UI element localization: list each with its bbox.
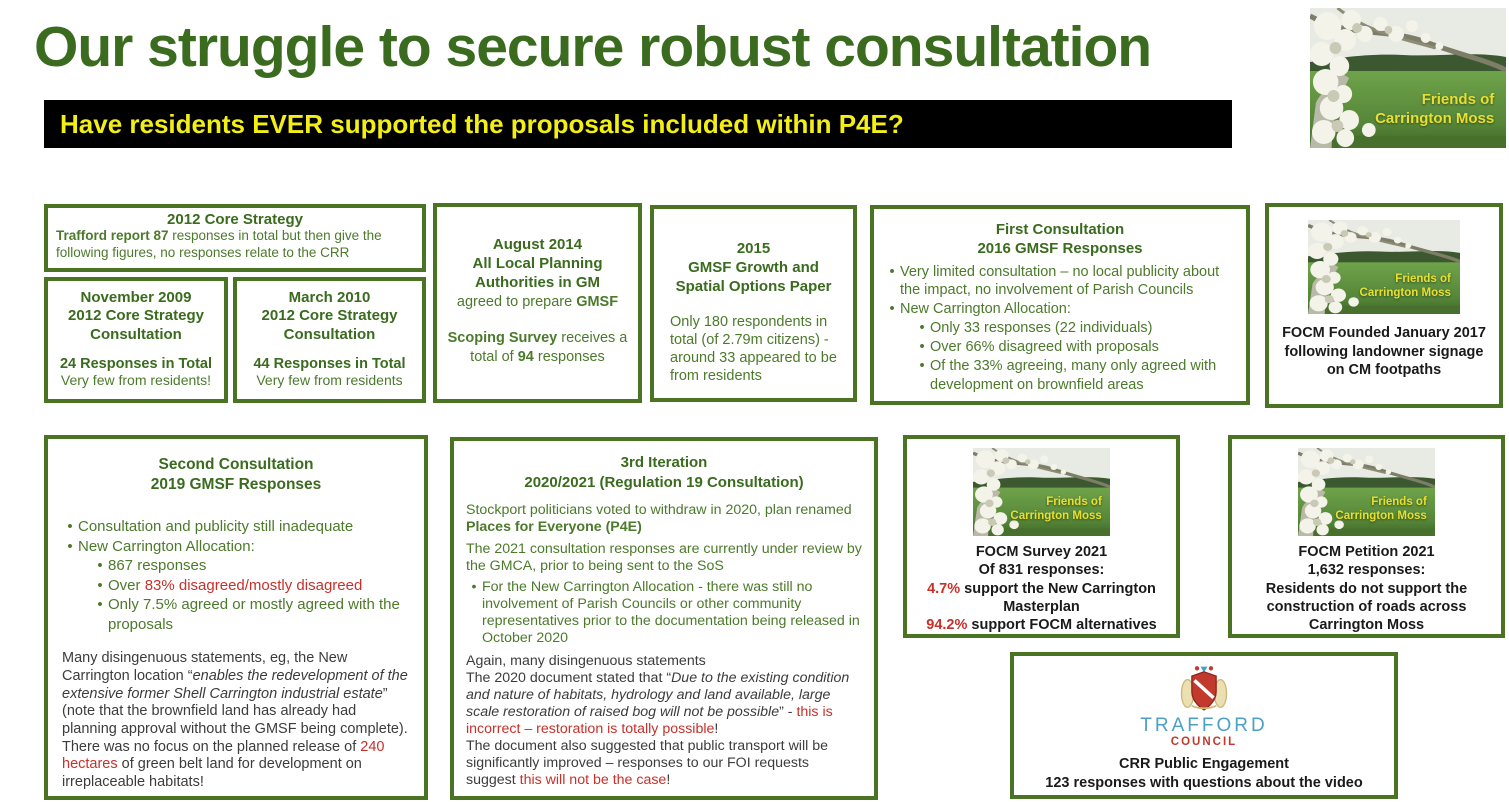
timeline-box-focm-survey-2021 <box>903 435 1180 638</box>
timeline-box-second-consultation-2019: Second Consultation 2019 GMSF Responses • Consultation and publicity still inadequate • New Carrington Allocation: • 867 responses • Over 83% disagreed/mostly disagreed • Only 7.5% agreed or mostly agreed with the proposals Many disingenuous statements, eg, the New Carrington location “enables the redevelopment of the extensive former Shell Carrington industrial estate” (note that the brownfield land has already had planning approval without the GMSF being complete). There was no focus on the planned release of 240 hectares of green belt land for development on irreplaceable habitats! <box>44 435 428 800</box>
box-body: Only 180 respondents in total (of 2.79m citizens) - around 33 appeared to be from residents <box>670 313 837 385</box>
paragraph: The 2020 document stated that “Due to the existing condition and nature of habitats, hydrology and land available, large scale restoration of raised bog will not be possible” - this is incorrect – restoration is totally possible! <box>466 670 850 738</box>
list-item: • 867 responses <box>97 557 207 575</box>
paragraph: Stockport politicians voted to withdraw in 2020, plan renamed Places for Everyone (P4E) <box>466 502 852 536</box>
responses-note: Very few from residents <box>256 371 403 388</box>
focm-photo: Friends of Carrington Moss <box>973 448 1110 536</box>
responses-stat: 44 Responses in Total <box>253 355 406 372</box>
responses-note: Very few from residents! <box>60 371 212 388</box>
box-body: CRR Public Engagement 123 responses with questions about the video <box>1045 755 1363 791</box>
timeline-box-august-2014: August 2014 All Local Planning Authorities in GM agreed to prepare GMSF Scoping Survey receives a total of 94 responses <box>433 203 642 403</box>
list-item: • Only 33 responses (22 individuals) <box>919 320 1153 337</box>
focm-logo-photo <box>1310 8 1506 148</box>
list-item: • New Carrington Allocation: <box>67 537 255 555</box>
box-body-dark <box>466 653 862 789</box>
list-item: • Over 66% disagreed with proposals <box>919 338 1159 355</box>
box-title: 2012 Core Strategy <box>167 211 303 228</box>
timeline-box-2015-gmsf-options: 2015 GMSF Growth and Spatial Options Paper Only 180 respondents in total (of 2.79m citizens) - around 33 appeared to be from residents <box>650 205 857 402</box>
trafford-council-wordmark: COUNCIL <box>1170 735 1238 748</box>
timeline-box-first-consultation-2016: First Consultation 2016 GMSF Responses • Very limited consultation – no local publicity about the impact, no involvement of Parish Councils • New Carrington Allocation: • Only 33 responses (22 individuals) • Over 66% disagreed with proposals • Of the 33% agreeing, many only agreed with development on brownfield areas <box>870 205 1250 405</box>
focm-logo-label: Friends of Carrington Moss <box>1375 90 1495 127</box>
page-title: Our struggle to secure robust consultation <box>34 15 1152 79</box>
focm-photo: Friends of Carrington Moss <box>1308 220 1460 314</box>
list-item: • Consultation and publicity still inadequate <box>67 518 354 536</box>
list-item: • Of the 33% agreeing, many only agreed with development on brownfield areas <box>919 357 1217 393</box>
timeline-box-third-iteration-2020-2021: 3rd Iteration 2020/2021 (Regulation 19 Consultation) Stockport politicians voted to withdraw in 2020, plan renamed Places for Everyone (P4E) The 2021 consultation responses are currently under review by the GMCA, prior to being sent to the SoS • For the New Carrington Allocation - there was still no involvement of Parish Councils or other community representatives prior to the documentation being released in October 2020 Again, many disingenuous statements The 2020 document stated that “Due to the existing condition and nature of habitats, hydrology and land available, large scale restoration of raised bog will not be possible” - this is incorrect – restoration is totally possible! The document also suggested that public transport will be significantly improved – responses to our FOI requests suggest this will not be the case! <box>450 437 878 800</box>
box-body-green <box>466 502 862 647</box>
question-banner: Have residents EVER supported the proposals included within P4E? <box>44 100 1232 148</box>
trafford-crest-icon <box>1175 664 1233 716</box>
timeline-box-march-2010: March 2010 2012 Core Strategy Consultation 44 Responses in Total Very few from residents <box>233 277 426 403</box>
box-body: FOCM Petition 2021 1,632 responses: Residents do not support the construction of roads across Carrington Moss <box>1265 544 1468 634</box>
timeline-box-2012-core-strategy <box>44 204 426 272</box>
list-item: • For the New Carrington Allocation - there was still no involvement of Parish Councils or other community representatives prior to the documentation being released in October 2020 <box>471 579 860 647</box>
paragraph: Again, many disingenuous statements <box>466 653 706 670</box>
bullet-list <box>62 517 410 634</box>
timeline-box-focm-founded-2017 <box>1265 203 1503 408</box>
responses-stat: 24 Responses in Total <box>59 355 213 372</box>
box-body: FOCM Founded January 2017 following landowner signage on CM footpaths <box>1282 325 1486 379</box>
timeline-box-focm-petition-2021 <box>1228 435 1505 638</box>
list-item: • Over 83% disagreed/mostly disagreed <box>97 576 363 594</box>
box-body: FOCM Survey 2021 Of 831 responses: 4.7% support the New Carrington Masterplan 94.2% support FOCM alternatives <box>926 544 1157 634</box>
box-body: Scoping Survey receives a total of 94 responses <box>447 330 628 365</box>
box-body: Trafford report 87 responses in total but then give the following figures, no responses relate to the CRR <box>56 228 382 260</box>
bullet-list <box>884 263 1236 395</box>
timeline-box-november-2009: November 2009 2012 Core Strategy Consultation 24 Responses in Total Very few from residents! <box>44 277 228 403</box>
paragraph: The 2021 consultation responses are currently under review by the GMCA, prior to being sent to the SoS <box>466 541 862 575</box>
trafford-wordmark: TRAFFORD <box>1140 715 1268 736</box>
box-body: agreed to prepare GMSF <box>456 293 619 310</box>
list-item: • New Carrington Allocation: <box>889 301 1071 318</box>
focm-photo: Friends of Carrington Moss <box>1298 448 1435 536</box>
list-item: • Very limited consultation – no local publicity about the impact, no involvement of Parish Councils <box>889 263 1220 299</box>
list-item: • Only 7.5% agreed or mostly agreed with the proposals <box>97 596 400 633</box>
timeline-box-crr-public-engagement <box>1010 652 1398 799</box>
paragraph: The document also suggested that public transport will be significantly improved – responses to our FOI requests suggest this will not be the case! <box>466 738 828 789</box>
box-paragraph: Many disingenuous statements, eg, the New Carrington location “enables the redevelopment of the extensive former Shell Carrington industrial estate” (note that the brownfield land has already had planning approval without the GMSF being complete). There was no focus on the planned release of 240 hectares of green belt land for development on irreplaceable habitats! <box>62 650 408 791</box>
